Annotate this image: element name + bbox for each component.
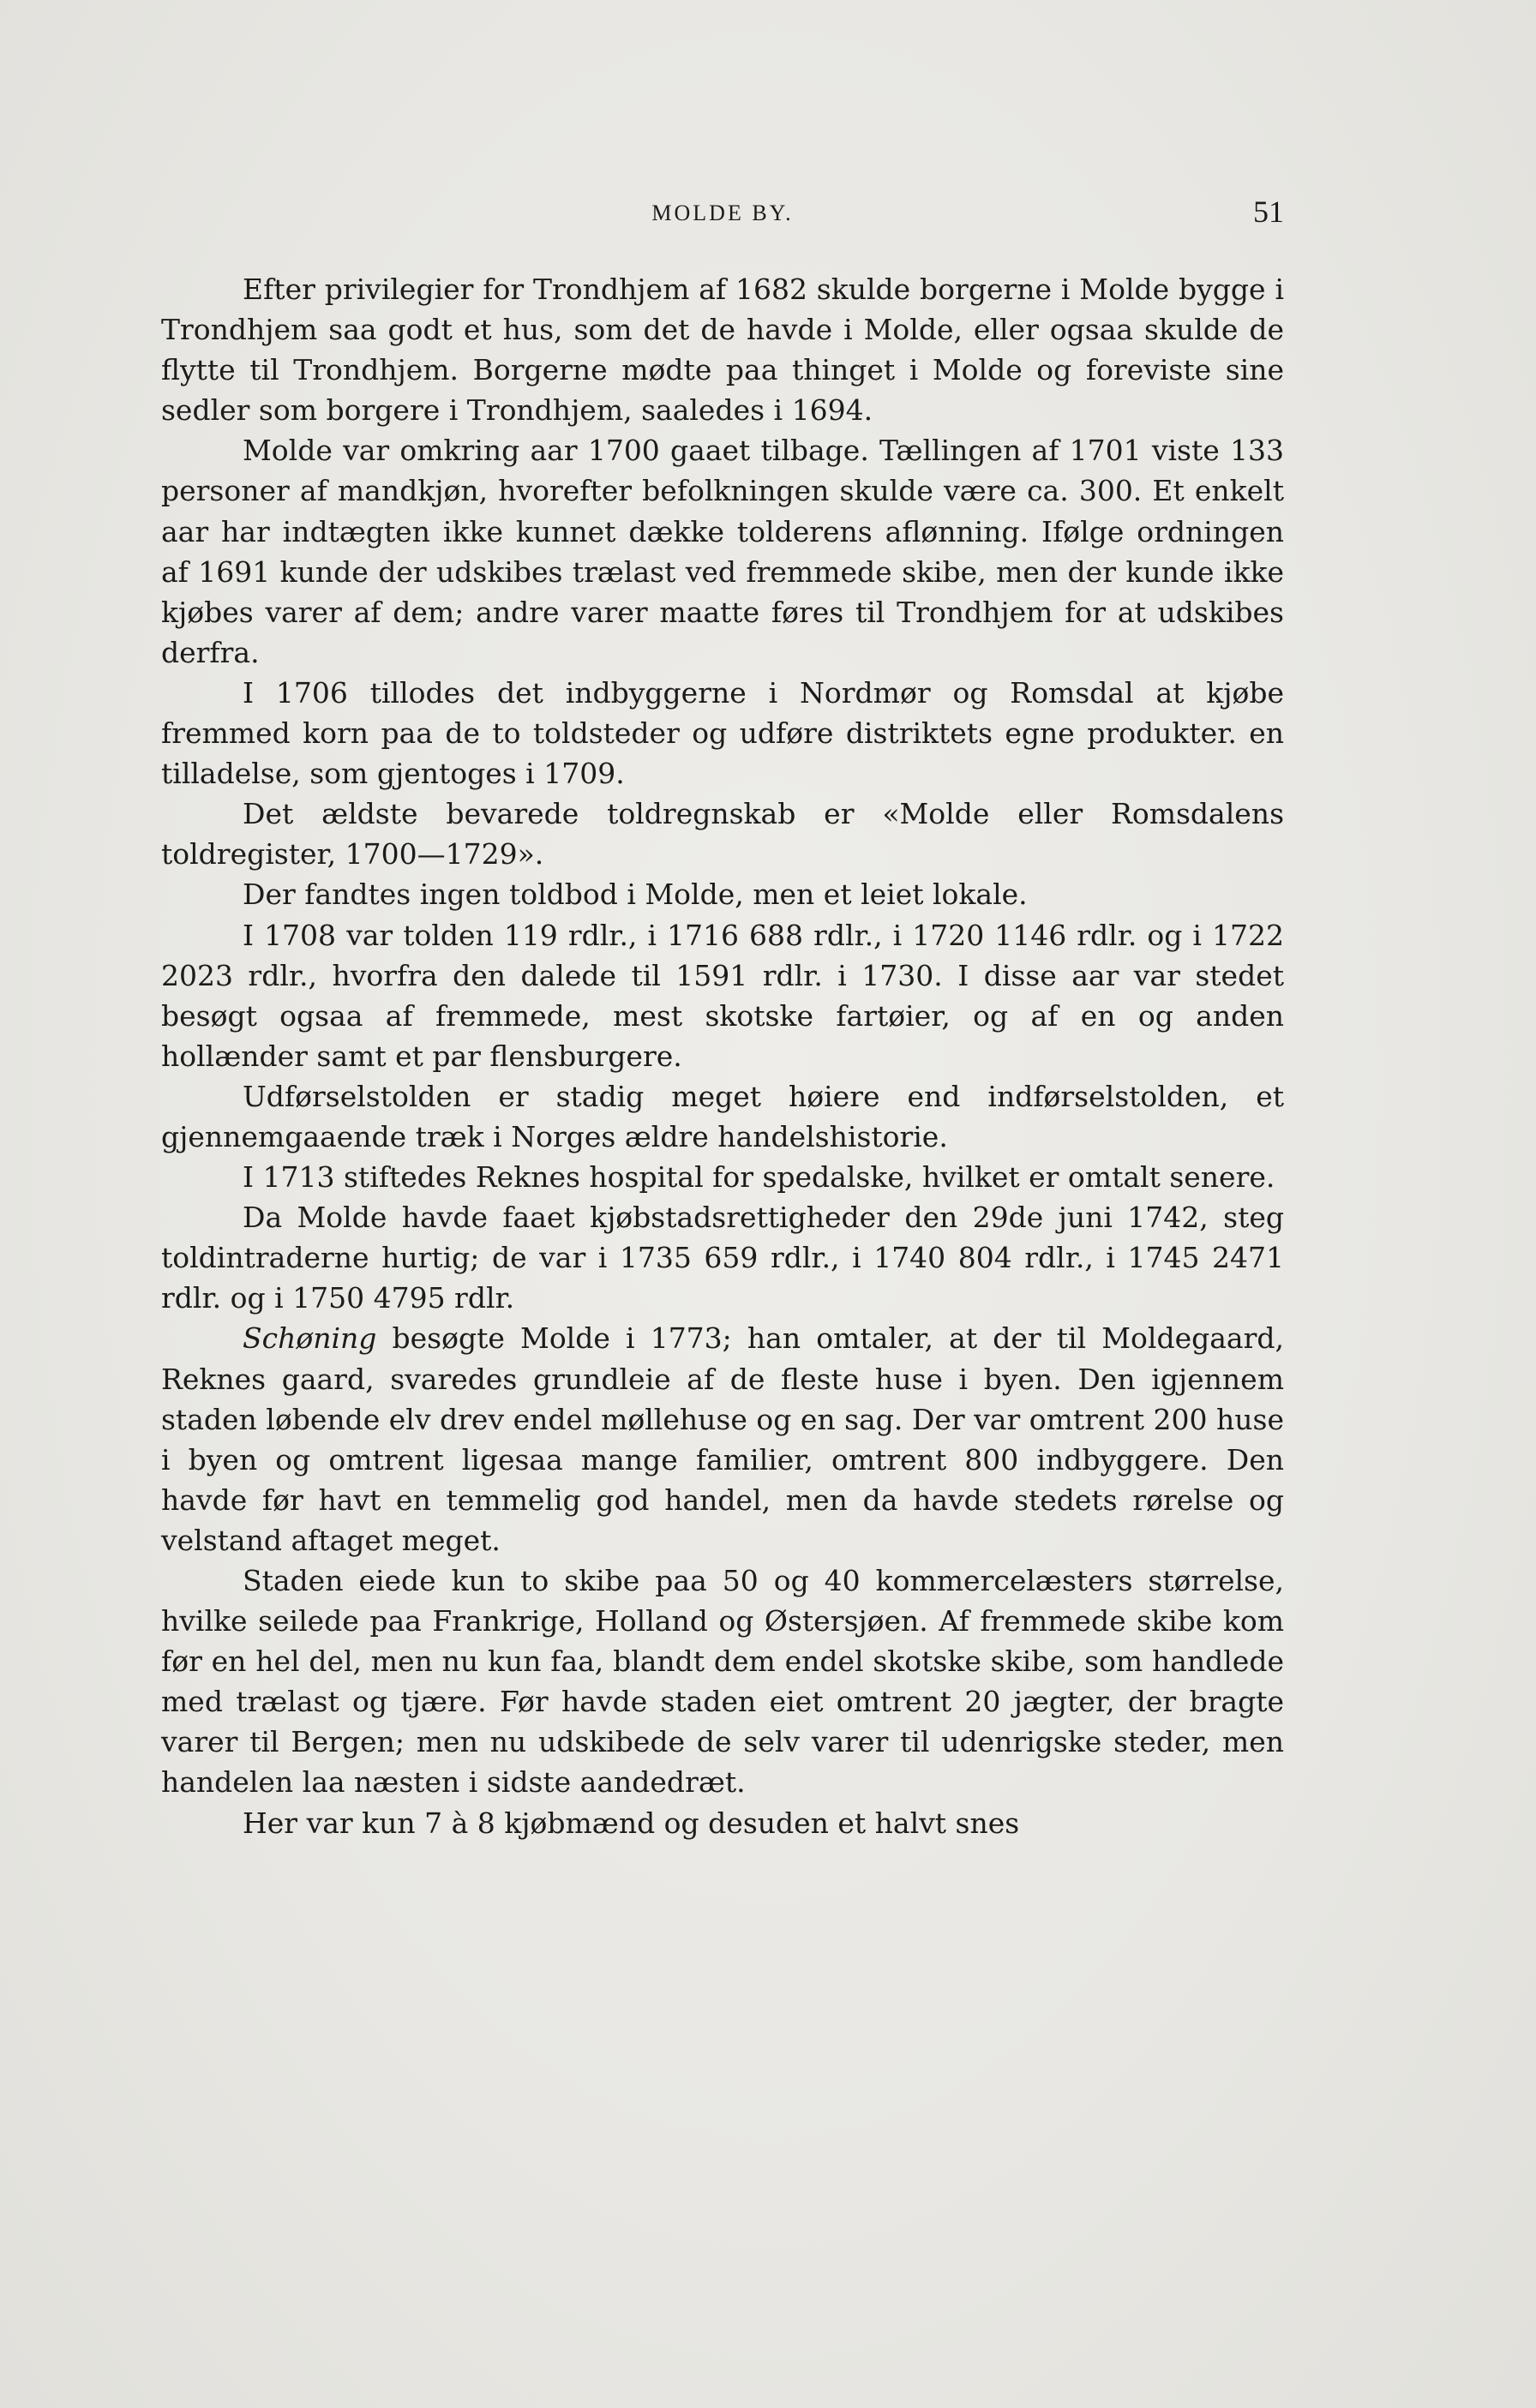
paragraph-continued: Her var kun 7 à 8 kjøbmænd og desuden et halvt snes: [243, 1806, 1020, 1840]
paragraph: Efter privilegier for Trondhjem af 1682 skulde borgerne i Molde bygge i Trondhjem saa godt et hus, som det de havde i Molde, eller ogsaa skulde de flytte til Trondhjem. Borgerne mødte paa thinget i Molde og foreviste sine sedler som borgere i Trondhjem, saaledes i 1694.: [161, 273, 1284, 428]
page-header: [161, 194, 1284, 233]
paragraph-text: besøgte Molde i 1773; han omtaler, at der til Moldegaard, Reknes gaard, svaredes grundleie af de fleste huse i byen. Den igjennem staden løbende elv drev endel møllehuse og en sag. Der var omtrent 200 huse i byen og omtrent ligesaa mange familier, omtrent 800 indbyggere. Den havde før havt en temmelig god handel, men da havde stedets rørelse og velstand aftaget meget.: [161, 1321, 1284, 1557]
paragraph: Udførselstolden er stadig meget høiere end indførselstolden, et gjennemgaaende træk i Norges ældre handelshistorie.: [161, 1079, 1284, 1153]
body-text: [161, 269, 1284, 1843]
paragraph: I 1708 var tolden 119 rdlr., i 1716 688 rdlr., i 1720 1146 rdlr. og i 1722 2023 rdlr., hvorfra den dalede til 1591 rdlr. i 1730. I disse aar var stedet besøgt ogsaa af fremmede, mest skotske fartøier, og af en og anden hollænder samt et par flensburgere.: [161, 918, 1284, 1073]
paragraph: Staden eiede kun to skibe paa 50 og 40 kommercelæsters størrelse, hvilke seilede paa Frankrige, Holland og Østersjøen. Af fremmede skibe kom før en hel del, men nu kun faa, blandt dem endel skotske skibe, som handlede med trælast og tjære. Før havde staden eiet omtrent 20 jægter, der bragte varer til Bergen; men nu udskibede de selv varer til udenrigske steder, men handelen laa næsten i sidste aandedræt.: [161, 1564, 1284, 1800]
running-title: MOLDE BY.: [651, 201, 794, 225]
paragraph: I 1706 tillodes det indbyggerne i Nordmør og Romsdal at kjøbe fremmed korn paa de to toldsteder og udføre distriktets egne produkter. en tilladelse, som gjentoges i 1709.: [161, 675, 1284, 791]
paragraph: Der fandtes ingen toldbod i Molde, men et leiet lokale.: [243, 878, 1028, 912]
page-number: 51: [1253, 195, 1284, 229]
paragraph: I 1713 stiftedes Reknes hospital for spedalske, hvilket er omtalt senere.: [243, 1160, 1275, 1195]
paragraph: Molde var omkring aar 1700 gaaet tilbage. Tællingen af 1701 viste 133 personer af mandkjøn, hvorefter befolkningen skulde være ca. 300. Et enkelt aar har indtægten ikke kunnet dække tolderens aflønning. Ifølge ordningen af 1691 kunde der udskibes trælast ved fremmede skibe, men der kunde ikke kjøbes varer af dem; andre varer maatte føres til Trondhjem for at udskibes derfra.: [161, 434, 1284, 669]
paragraph: Det ældste bevarede toldregnskab er «Molde eller Romsdalens toldregister, 1700—1729».: [161, 797, 1284, 872]
paragraph-schoning: [161, 1318, 1284, 1560]
person-name-italic: Schøning: [243, 1321, 377, 1356]
paragraph: Da Molde havde faaet kjøbstadsrettigheder den 29de juni 1742, steg toldintraderne hurtig; de var i 1735 659 rdlr., i 1740 804 rdlr., i 1745 2471 rdlr. og i 1750 4795 rdlr.: [161, 1201, 1284, 1315]
